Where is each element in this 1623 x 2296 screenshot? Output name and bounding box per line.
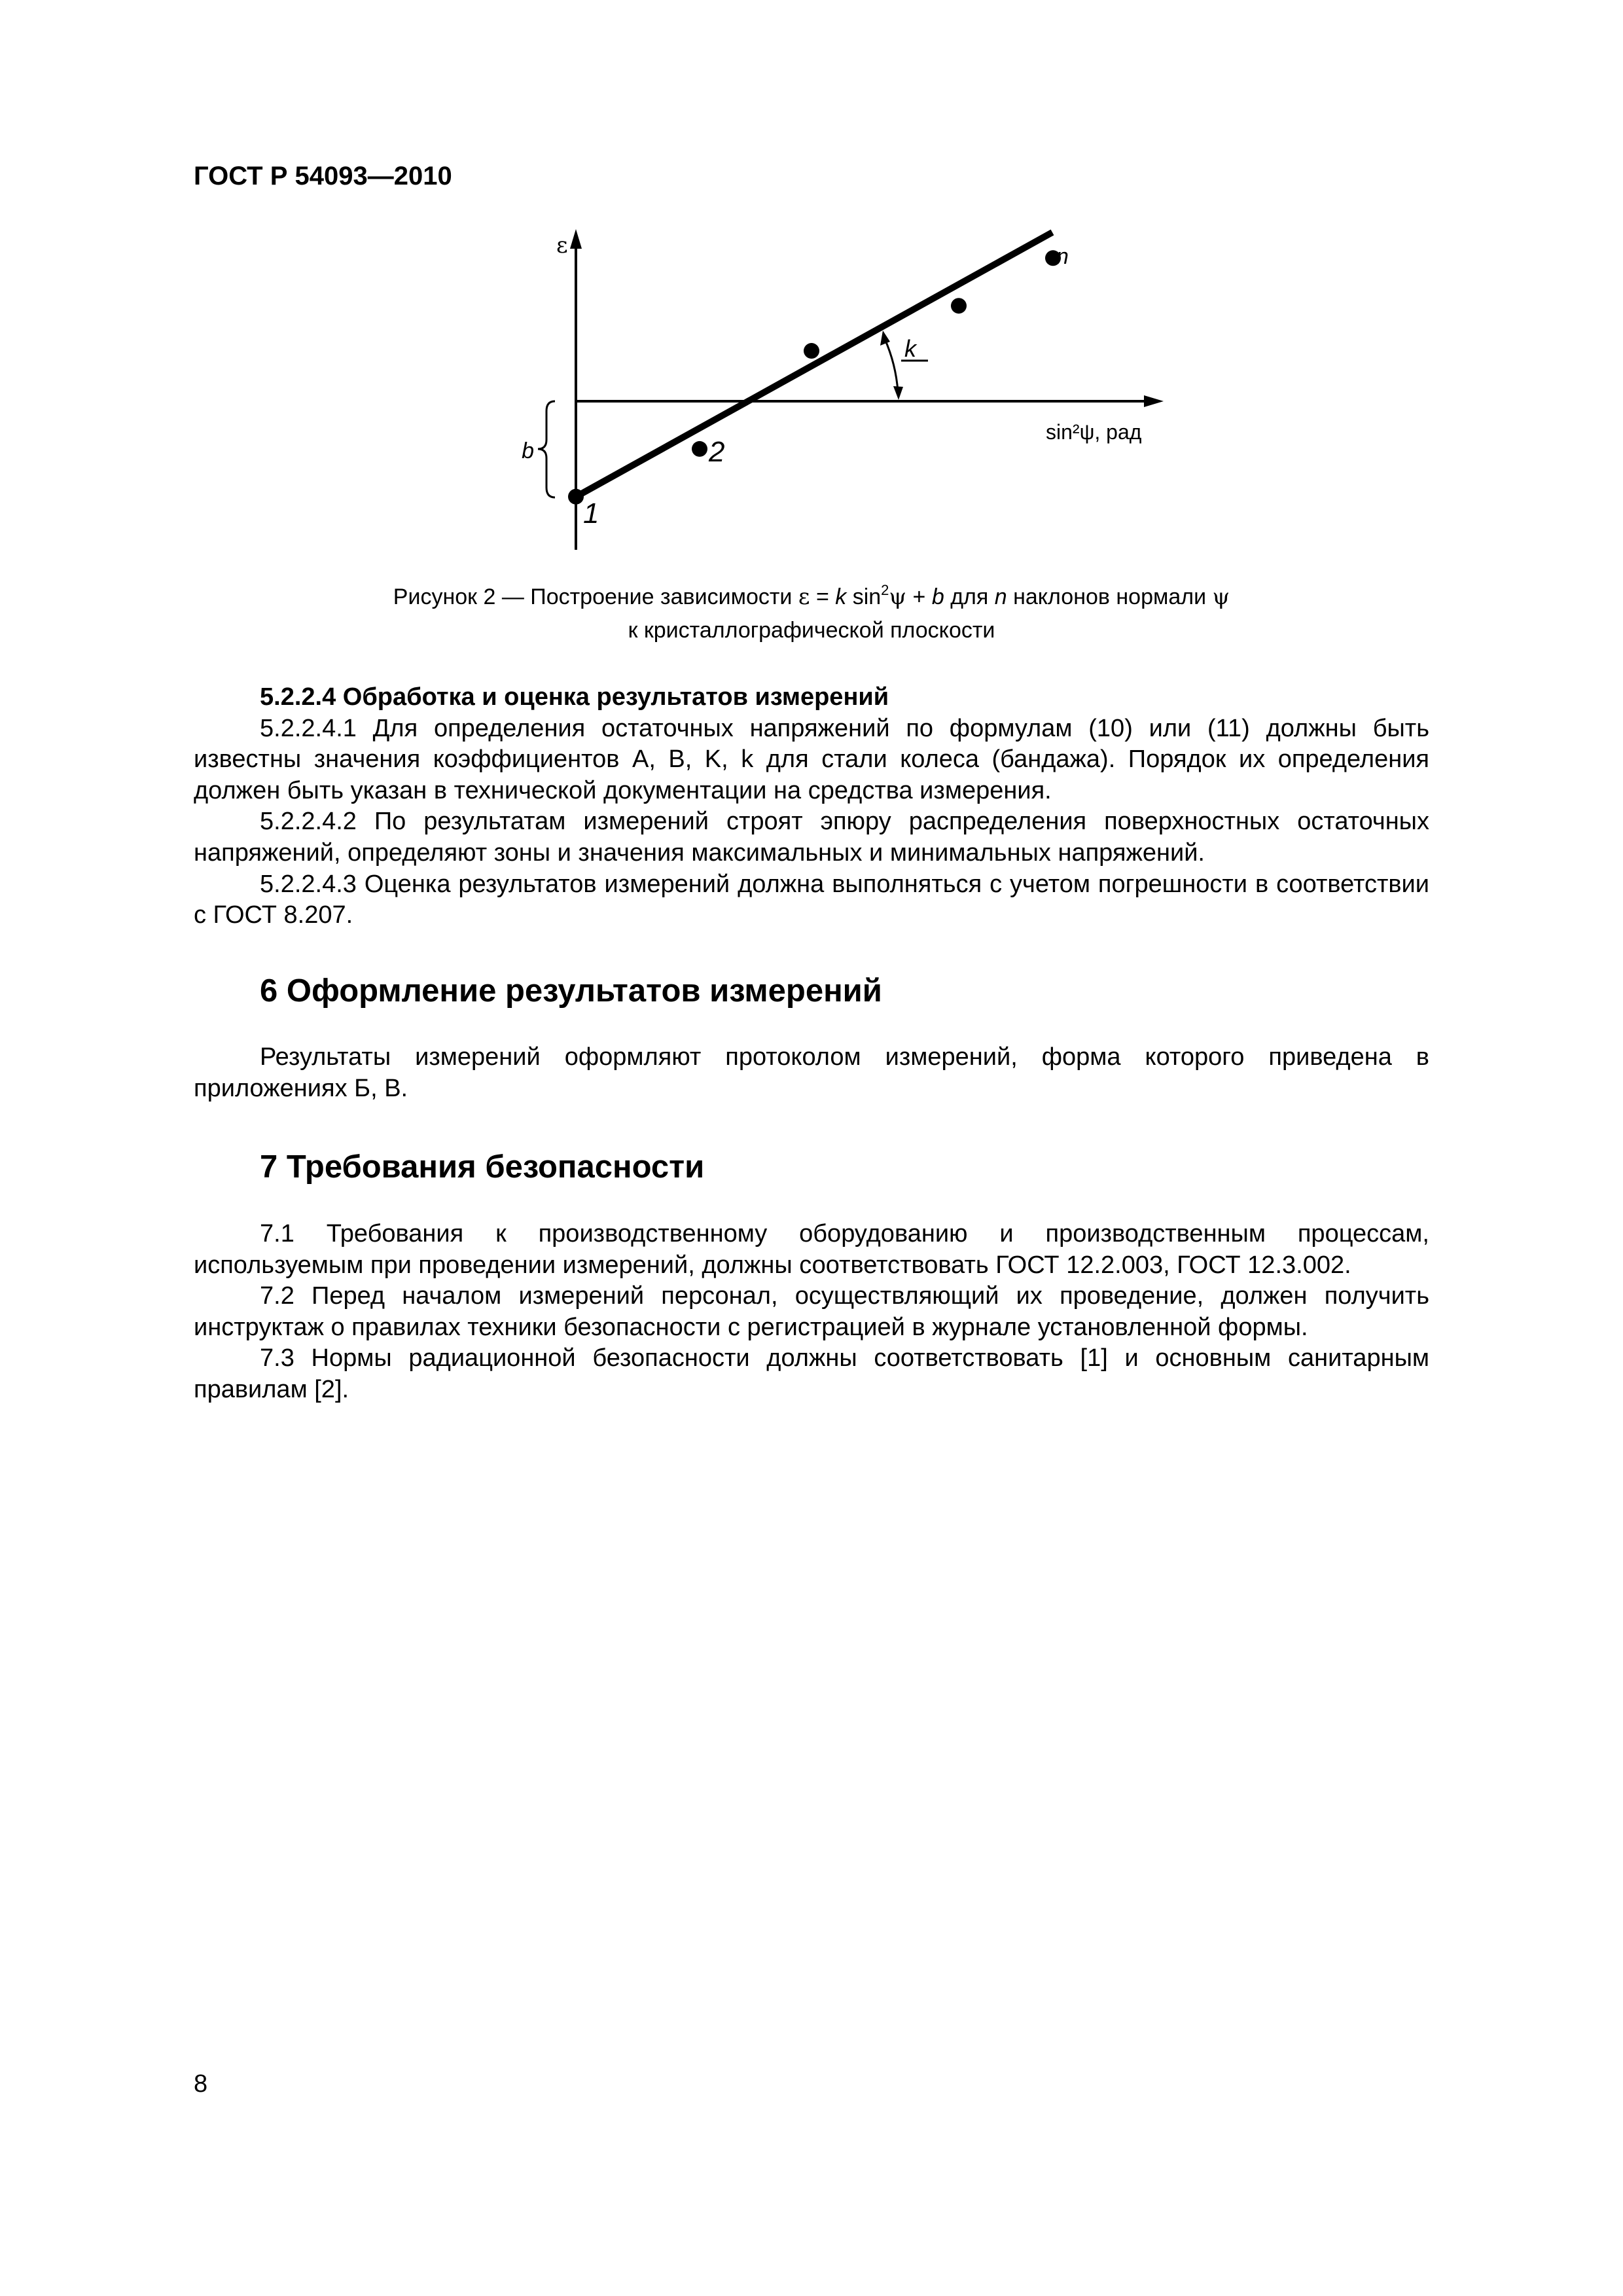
point-n-label: n (1056, 244, 1069, 269)
caption-superscript: 2 (881, 582, 889, 598)
intercept-brace (538, 401, 555, 497)
intercept-label: b (522, 439, 534, 463)
figure-caption-line-2: к кристаллографической плоскости (628, 618, 995, 643)
data-point-3 (804, 343, 819, 359)
figure-epsilon-sin2psi (0, 0, 1623, 589)
paragraph-7-3: 7.3 Нормы радиационной безопасности должны соответствовать [1] и основным санитарным правилам [2]. (194, 1344, 1429, 1403)
slope-arc-arrow-bottom (893, 386, 903, 400)
point-1-label: 1 (583, 497, 599, 529)
slope-arc-arrow-top (880, 331, 890, 346)
x-axis-arrow (1144, 395, 1164, 407)
data-point-2 (692, 441, 707, 457)
caption-plus: + (906, 584, 932, 609)
caption-b: b (931, 584, 944, 609)
paragraph-7-1: 7.1 Требования к производственному оборудованию и производственным процессам, используемым при проведении измерений, должны соответствовать ГОСТ 12.2.003, ГОСТ 12.3.002. (194, 1220, 1429, 1279)
slope-label: k (904, 335, 916, 362)
caption-sin: sin (846, 584, 882, 609)
figure-caption (194, 584, 1429, 610)
y-axis-arrow (570, 229, 582, 249)
page-number: 8 (194, 2070, 208, 2098)
data-point-1 (568, 489, 584, 505)
caption-psi-2: ψ (1212, 584, 1230, 610)
caption-epsilon: ε (798, 584, 810, 610)
data-point-4 (951, 298, 967, 314)
paragraph-5-2-2-4-1: 5.2.2.4.1 Для определения остаточных напряжений по формулам (10) или (11) должны быть известны значения коэффициентов A, B, K, k для стали колеса (бандажа). Порядок их определения должен быть указан в технической документации на средства измерения. (194, 714, 1429, 804)
x-axis-label: sin²ψ, рад (1046, 420, 1142, 444)
regression-line (576, 232, 1052, 497)
axes (570, 229, 1164, 550)
slope-angle-arc (885, 339, 898, 391)
paragraph-6: Результаты измерений оформляют протоколом измерений, форма которого приведена в приложениях Б, В. (194, 1043, 1429, 1102)
y-axis-label: ε (556, 232, 568, 259)
section-6-heading: 6 Оформление результатов измерений (260, 973, 882, 1009)
paragraph-5-2-2-4-2: 5.2.2.4.2 По результатам измерений строят эпюру распределения поверхностных остаточных напряжений, определяют зоны и значения максимальных и минимальных напряжений. (194, 808, 1429, 867)
document-header: ГОСТ Р 54093—2010 (194, 162, 452, 190)
data-points (568, 250, 1061, 505)
caption-k: k (835, 584, 847, 609)
caption-n: n (994, 584, 1007, 609)
subsection-heading: 5.2.2.4 Обработка и оценка результатов измерений (260, 683, 889, 711)
section-7-body (194, 1219, 1429, 1406)
caption-equals: = (810, 584, 836, 609)
caption-prefix: Рисунок 2 — Построение зависимости (393, 584, 798, 609)
section-5-2-2-4 (194, 682, 1429, 931)
caption-psi: ψ (889, 584, 907, 610)
section-7-heading: 7 Требования безопасности (260, 1149, 705, 1185)
point-2-label: 2 (709, 436, 725, 468)
paragraph-5-2-2-4-3: 5.2.2.4.3 Оценка результатов измерений должна выполняться с учетом погрешности в соответствии с ГОСТ 8.207. (194, 870, 1429, 929)
caption-suffix: наклонов нормали (1007, 584, 1213, 609)
paragraph-7-2: 7.2 Перед началом измерений персонал, осуществляющий их проведение, должен получить инструктаж о правилах техники безопасности с регистрацией в журнале установленной формы. (194, 1282, 1429, 1341)
caption-mid: для (944, 584, 995, 609)
section-6-body (194, 1042, 1429, 1104)
